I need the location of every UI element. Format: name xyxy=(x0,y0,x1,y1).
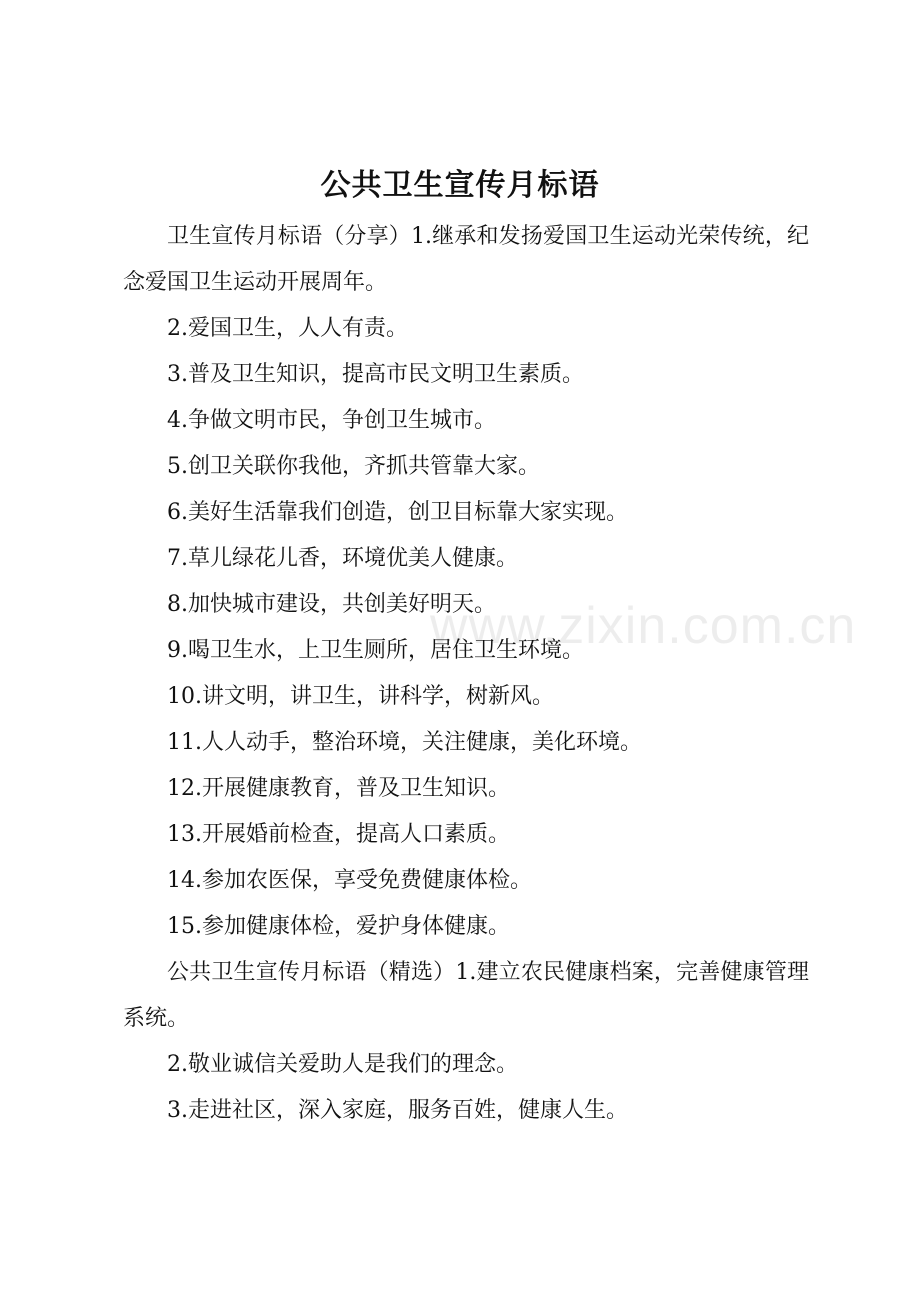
paragraph: 2.敬业诚信关爱助人是我们的理念。 xyxy=(167,1052,518,1077)
paragraph: 10.讲文明，讲卫生，讲科学，树新风。 xyxy=(167,684,554,709)
document-body xyxy=(123,214,809,1134)
paragraph: 3.普及卫生知识，提高市民文明卫生素质。 xyxy=(167,362,584,387)
document-title: 公共卫生宣传月标语 xyxy=(320,168,600,203)
paragraph: 7.草儿绿花儿香，环境优美人健康。 xyxy=(167,546,518,571)
paragraph: 5.创卫关联你我他，齐抓共管靠大家。 xyxy=(167,454,540,479)
paragraph: 2.爱国卫生，人人有责。 xyxy=(167,316,408,341)
paragraph: 公共卫生宣传月标语（精选）1.建立农民健康档案，完善健康管理系统。 xyxy=(123,960,809,1031)
paragraph: 11.人人动手，整治环境，关注健康，美化环境。 xyxy=(167,730,642,755)
paragraph: 9.喝卫生水，上卫生厕所，居住卫生环境。 xyxy=(167,638,584,663)
paragraph: 14.参加农医保，享受免费健康体检。 xyxy=(167,868,532,893)
paragraph: 8.加快城市建设，共创美好明天。 xyxy=(167,592,496,617)
paragraph: 4.争做文明市民，争创卫生城市。 xyxy=(167,408,496,433)
paragraph: 3.走进社区，深入家庭，服务百姓，健康人生。 xyxy=(167,1098,628,1123)
paragraph: 15.参加健康体检，爱护身体健康。 xyxy=(167,914,510,939)
paragraph: 6.美好生活靠我们创造，创卫目标靠大家实现。 xyxy=(167,500,628,525)
watermark: www.zixin.com.cn xyxy=(430,597,857,655)
paragraph: 13.开展婚前检查，提高人口素质。 xyxy=(167,822,510,847)
paragraph: 12.开展健康教育，普及卫生知识。 xyxy=(167,776,510,801)
paragraph: 卫生宣传月标语（分享）1.继承和发扬爱国卫生运动光荣传统，纪念爱国卫生运动开展周年。 xyxy=(123,224,809,295)
